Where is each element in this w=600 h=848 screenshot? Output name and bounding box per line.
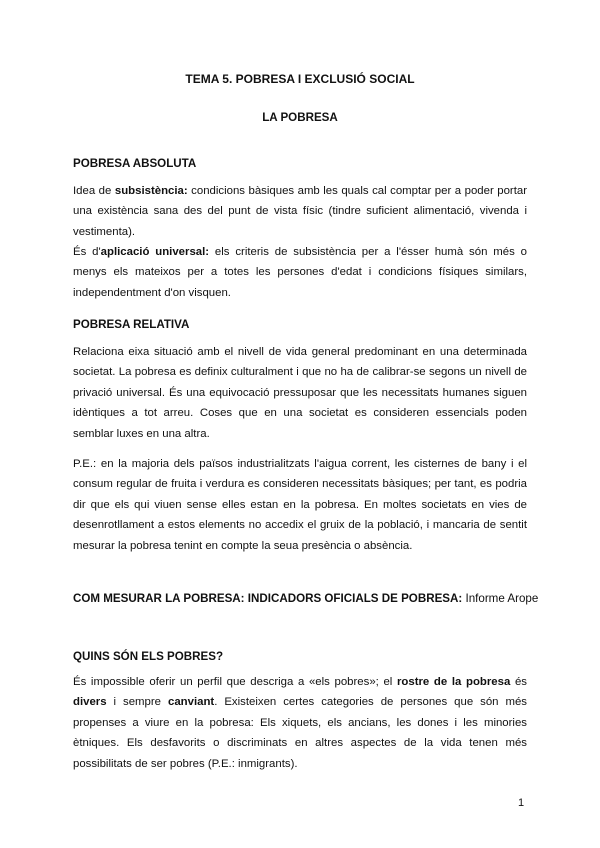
bold-term-divers: divers: [73, 696, 107, 709]
section-heading-absoluta: POBRESA ABSOLUTA: [73, 157, 197, 170]
bold-term-rostre: rostre de la pobresa: [396, 676, 511, 688]
text-run: condicions bàsiques amb les quals cal comptar per a poder portar una existència sana des del punt de vista físic (tindre suficient alimentació, vivenda i vestimenta).: [73, 185, 527, 238]
heading-normal-part: Informe Arope: [462, 592, 539, 605]
bold-term-aplicacio-universal: aplicació universal:: [100, 246, 210, 258]
paragraph-aplicacio-universal: [73, 242, 527, 303]
paragraph-relativa: Relaciona eixa situació amb el nivell de vida general predominant en una determinada societat. La pobresa es definix culturalment i que no ha de calibrar-se segons un nivell de privació universal. És una equivocació pressuposar que les necessitats humanes siguen idèntiques a tot arreu. Coses que en una societat es consideren essencials poden semblar luxes en una altra.: [73, 346, 527, 440]
paragraph-pe-example: P.E.: en la majoria dels països industrialitzats l'aigua corrent, les cisternes de bany i el consum regular de fruita i verdura es consideren necessitats bàsiques; per tant, es podria dir que els qui viuen sense elles estan en la pobresa. En moltes societats en vies de desenrotllament a estos elements no accedix el gruix de la població, i mancaria de sentit mesurar la pobresa tenint en compte la seua presència o absència.: [73, 458, 527, 552]
paragraph-subsistencia: [73, 181, 527, 242]
bold-term-canviant: canviant: [167, 696, 215, 709]
document-subtitle: LA POBRESA: [262, 111, 338, 124]
paragraph-quins: [73, 672, 527, 774]
text-run: i sempre: [106, 696, 168, 709]
text-run: . Existeixen certes categories de persones que són més propenses a viure en la pobresa: Els xiquets, els ancians, les dones i les minories ètniques. Els desfavorits o discriminats en altres aspectes de la vida tenen més possibilitats de ser pobres (P.E.: inmigrants).: [73, 696, 527, 770]
section-heading-quins: QUINS SÓN ELS POBRES?: [73, 650, 224, 663]
document-title: TEMA 5. POBRESA I EXCLUSIÓ SOCIAL: [185, 72, 415, 86]
text-run: és: [510, 676, 527, 688]
text-run: els criteris de subsistència per a l'ésser humà són més o menys els mateixos per a totes les persones d'edat i condicions físiques similars, independentment d'on visquen.: [73, 246, 527, 299]
text-run: És impossible oferir un perfil que descriga a «els pobres»; el: [73, 676, 397, 688]
bold-term-subsistencia: subsistència:: [114, 185, 188, 197]
section-heading-mesurar: [73, 592, 543, 605]
heading-bold-part: COM MESURAR LA POBRESA: INDICADORS OFICIALS DE POBRESA:: [73, 592, 463, 605]
section-heading-relativa: POBRESA RELATIVA: [73, 318, 190, 331]
page-number: 1: [518, 797, 525, 809]
text-run: Idea de: [73, 185, 115, 197]
text-run: És d': [73, 246, 101, 258]
